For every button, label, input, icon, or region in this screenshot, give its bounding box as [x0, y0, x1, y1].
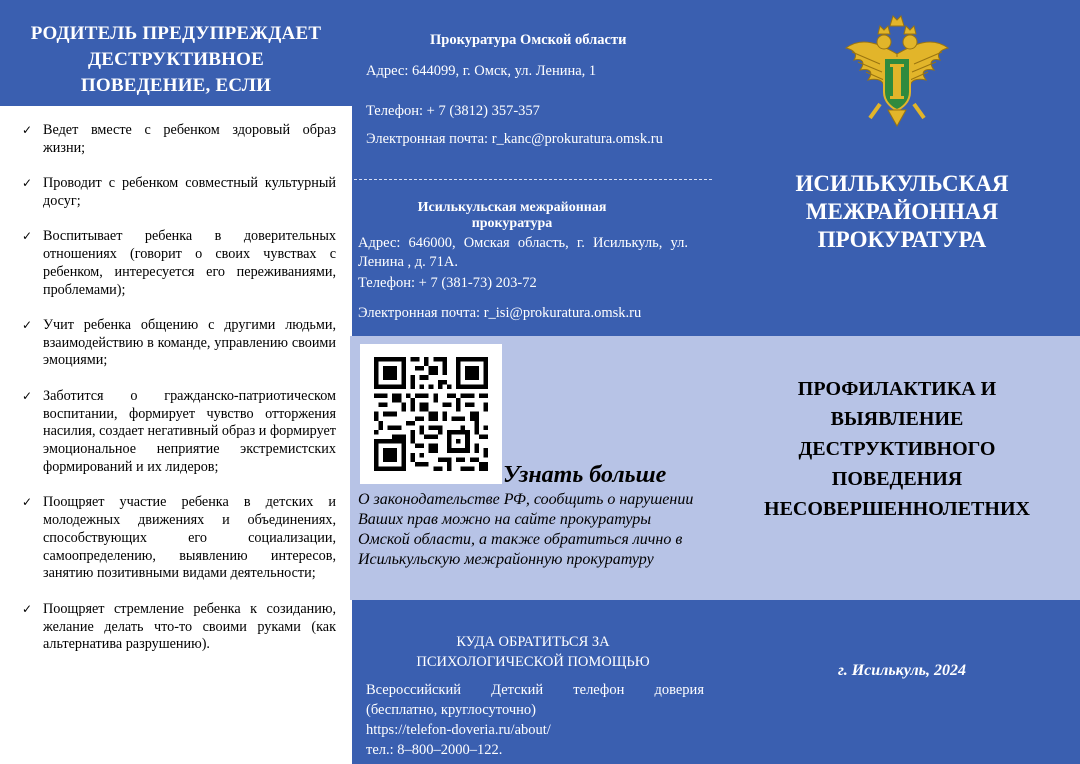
brochure-title: [714, 374, 1080, 524]
list-item-text: Заботится о гражданско-патриотическом воспитании, формирует чувство отторжения насилия, создает негативный образ и формирует эмоциональное неприятие экстремистских формирований и их лидеров;: [43, 387, 336, 475]
checkmark-icon: ✓: [22, 317, 33, 332]
checkmark-icon: ✓: [22, 495, 33, 510]
list-item: [22, 601, 336, 654]
checkmark-icon: ✓: [22, 229, 33, 244]
cover-top: [714, 0, 1080, 336]
checkmark-icon: ✓: [22, 123, 33, 137]
help-title-line: ПСИХОЛОГИЧЕСКОЙ ПОМОЩЬЮ: [416, 654, 650, 670]
list-item-text: Проводит с ребенком совместный культурный досуг;: [43, 175, 336, 209]
parent-tips-list: [22, 122, 336, 672]
psychological-help-section: [352, 600, 714, 764]
brochure-title-line: ДЕСТРУКТИВНОГО: [798, 438, 996, 460]
omsk-phone: Телефон: + 7 (3812) 357-357: [366, 103, 540, 119]
isilkul-phone: Телефон: + 7 (381-73) 203-72: [358, 275, 537, 291]
list-item-text: Воспитывает ребенка в доверительных отношениях (говорит о своих чувствах с ребенком, интересуется его переживаниями, проблемами);: [43, 228, 336, 298]
learn-more-section: [350, 336, 714, 600]
isilkul-email: Электронная почта: r_isi@prokuratura.omsk.ru: [358, 305, 642, 321]
help-title: [352, 632, 714, 672]
checkmark-icon: ✓: [22, 176, 33, 191]
list-item-text: Учит ребенка общению с другими людьми, взаимодействию в команде, управлению своими эмоциями;: [43, 316, 336, 369]
list-item: [22, 317, 336, 370]
prosecutor-emblem-icon: [840, 14, 954, 132]
left-panel: [0, 0, 352, 764]
org-name-line: ПРОКУРАТУРА: [817, 227, 987, 252]
contacts-section: [352, 0, 714, 336]
list-item-text: Ведет вместе с ребенком здоровый образ жизни;: [43, 122, 336, 156]
help-title-line: КУДА ОБРАТИТЬСЯ ЗА: [456, 634, 610, 650]
checkmark-icon: ✓: [22, 388, 33, 403]
header-line: ПОВЕДЕНИЕ, ЕСЛИ: [80, 75, 272, 96]
brochure-title-line: ПОВЕДЕНИЯ: [831, 468, 963, 490]
qr-code-icon: [374, 357, 488, 471]
list-item-text: Поощряет участие ребенка в детских и молодежных движениях и объединениях, способствующих его социализации, самоопределению, выявлению интересов, занятию позитивными видами деятельности;: [43, 494, 336, 582]
list-item: [22, 122, 336, 158]
organization-name: [714, 170, 1080, 254]
list-item: [22, 175, 336, 211]
cover-title-section: [714, 336, 1080, 600]
city-year: г. Исилькуль, 2024: [838, 662, 966, 679]
helpline-phone: тел.: 8–800–2000–122.: [366, 742, 503, 758]
left-panel-header: [0, 0, 352, 106]
isilkul-prosecutor-title: Исилькульская межрайонная прокуратура: [417, 200, 607, 231]
list-item: [22, 228, 336, 299]
helpline-link[interactable]: https://telefon-doveria.ru/about/: [366, 722, 551, 738]
brochure-title-line: ПРОФИЛАКТИКА И: [797, 378, 997, 400]
list-item: [22, 494, 336, 583]
omsk-prosecutor-title: Прокуратура Омской области: [430, 32, 627, 48]
helpline-name: Всероссийский Детский телефон доверия: [366, 682, 704, 698]
list-item: [22, 388, 336, 477]
header-line: РОДИТЕЛЬ ПРЕДУПРЕЖДАЕТ: [30, 23, 322, 44]
brochure-title-line: ВЫЯВЛЕНИЕ: [830, 408, 964, 430]
learn-more-title: Узнать больше: [503, 462, 667, 488]
omsk-address: Адрес: 644099, г. Омск, ул. Ленина, 1: [366, 63, 597, 79]
qr-code[interactable]: [360, 344, 502, 484]
list-item-text: Поощряет стремление ребенка к созиданию, желание делать что-то своими руками (как альтернатива разрушению).: [43, 600, 336, 653]
checkmark-icon: ✓: [22, 601, 33, 616]
isilkul-address: Адрес: 646000, Омская область, г. Исилькуль, ул. Ленина , д. 71А.: [358, 235, 688, 270]
section-divider: [354, 179, 712, 180]
header-line: ДЕСТРУКТИВНОЕ: [88, 49, 264, 70]
learn-more-text: О законодательстве РФ, сообщить о нарушении Ваших прав можно на сайте прокуратуры Омской области, а также обратиться лично в Исилькульскую межрайонную прокуратуру: [358, 491, 694, 568]
brochure-title-line: НЕСОВЕРШЕННОЛЕТНИХ: [764, 498, 1030, 520]
help-details: [366, 680, 704, 760]
org-name-line: МЕЖРАЙОННАЯ: [805, 199, 999, 224]
cover-bottom: [714, 600, 1080, 764]
helpline-hours: (бесплатно, круглосуточно): [366, 702, 536, 718]
omsk-email: Электронная почта: r_kanc@prokuratura.omsk.ru: [366, 131, 663, 147]
org-name-line: ИСИЛЬКУЛЬСКАЯ: [795, 171, 1009, 196]
